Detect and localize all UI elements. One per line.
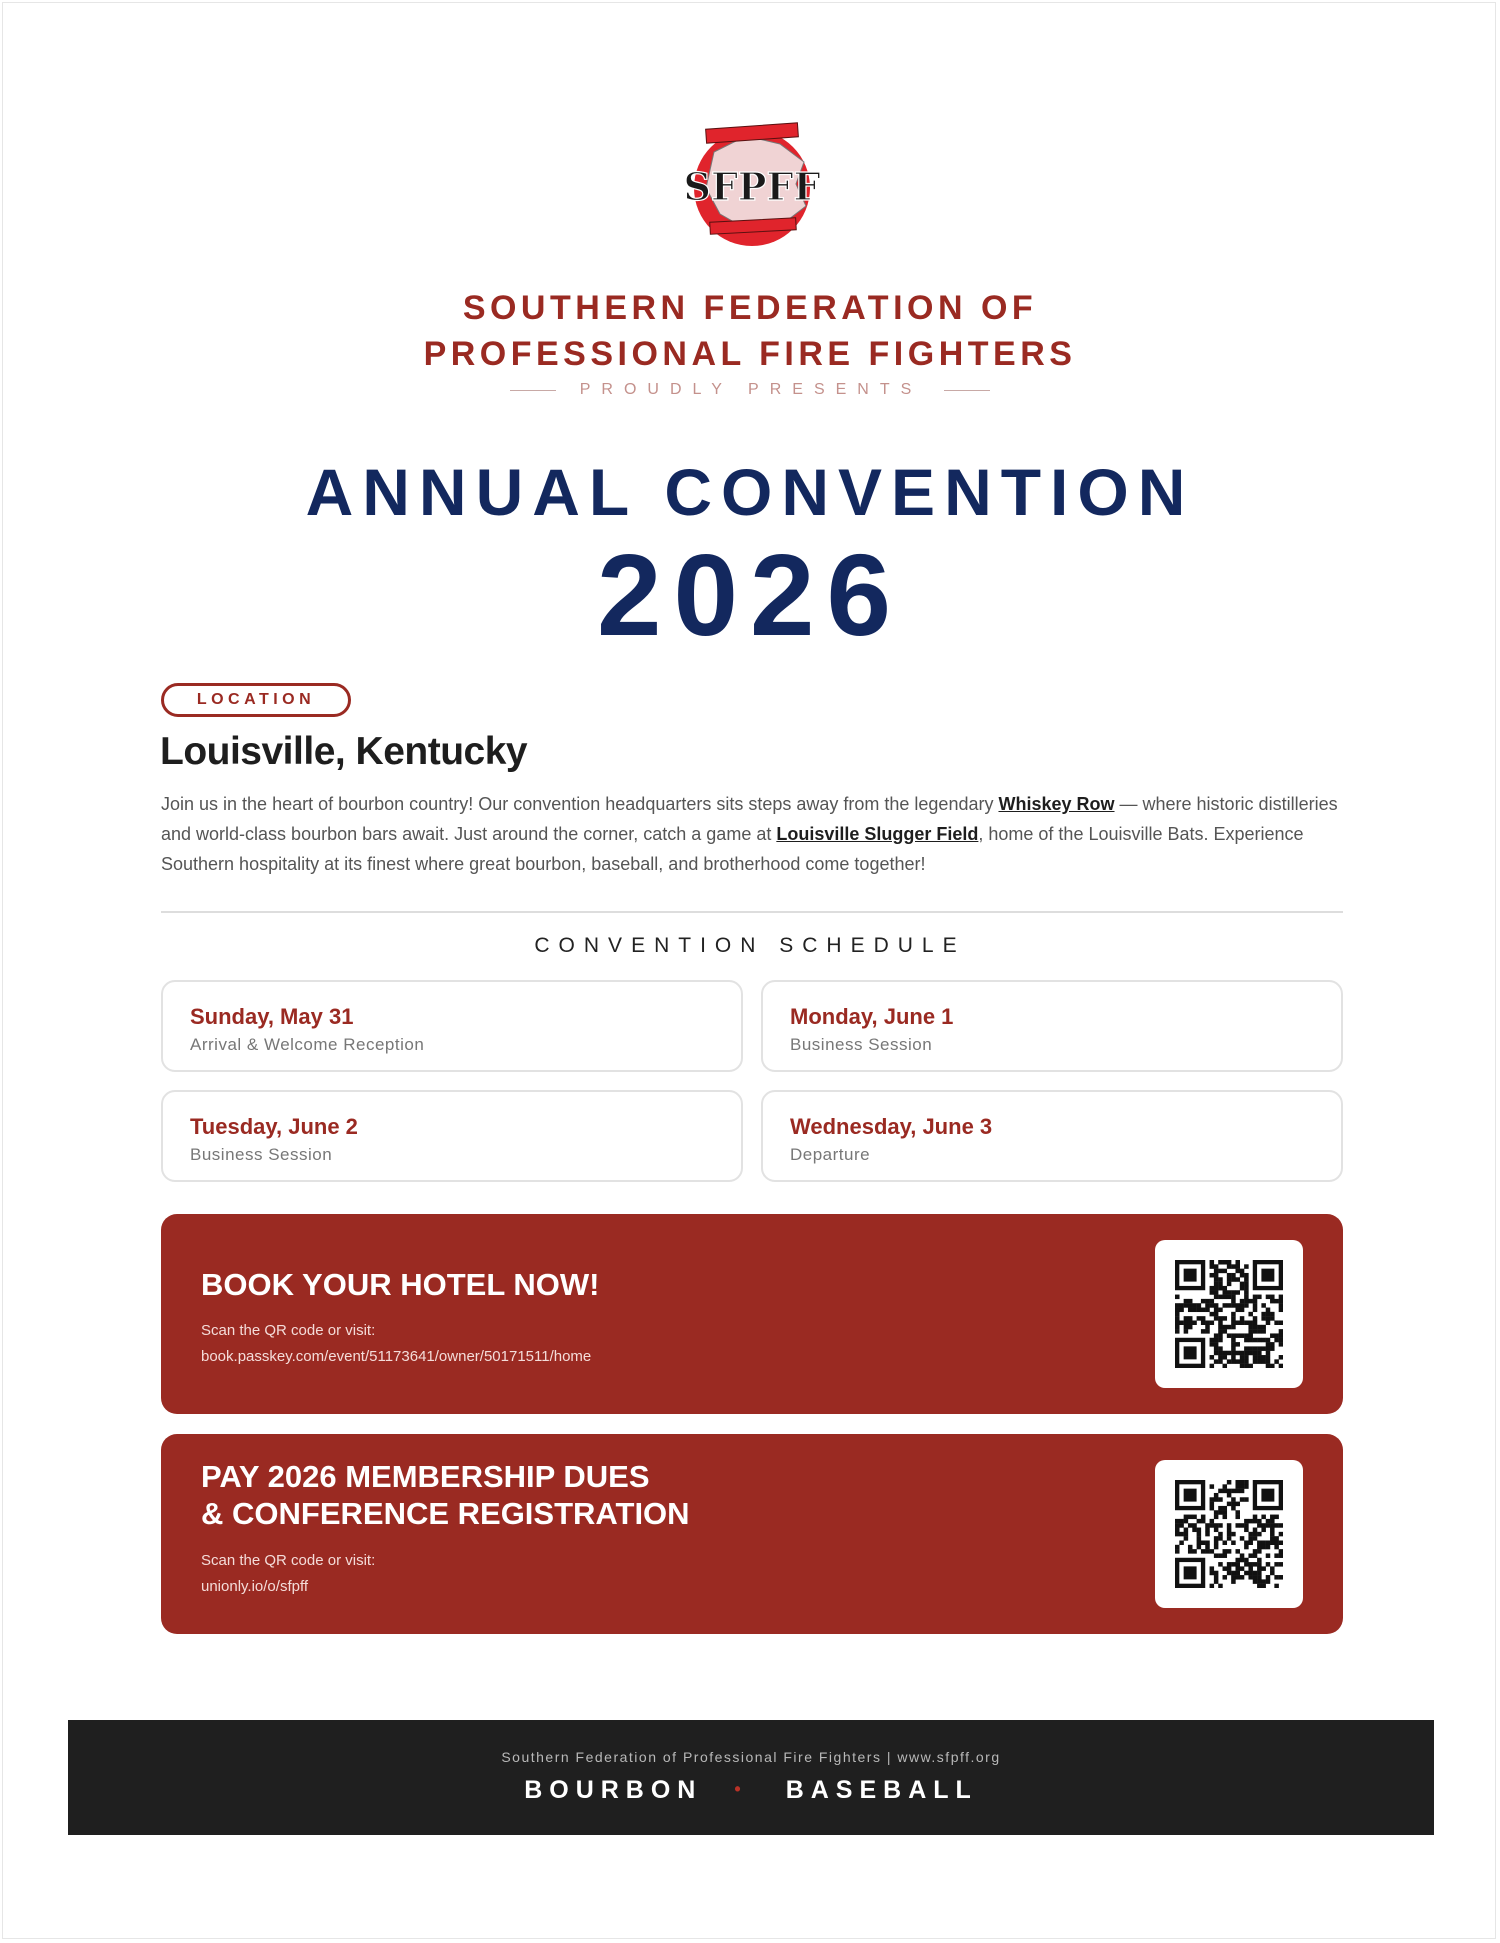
qr-code-icon bbox=[1175, 1260, 1283, 1368]
dues-note: Scan the QR code or visit: bbox=[201, 1552, 376, 1569]
dues-url[interactable]: unionly.io/o/sfpff bbox=[201, 1578, 309, 1595]
tag-bourbon: BOURBON bbox=[524, 1776, 703, 1804]
hotel-heading: BOOK YOUR HOTEL NOW! bbox=[201, 1267, 600, 1302]
schedule-title: CONVENTION SCHEDULE bbox=[534, 934, 966, 957]
location-description bbox=[161, 789, 1351, 879]
sfpff-seal-logo bbox=[676, 114, 828, 254]
hotel-qr-code[interactable] bbox=[1155, 1240, 1303, 1388]
qr-code-icon bbox=[1175, 1480, 1283, 1588]
schedule-desc: Business Session bbox=[790, 1035, 933, 1054]
schedule-day: Monday, June 1 bbox=[790, 1004, 954, 1029]
schedule-day: Wednesday, June 3 bbox=[790, 1114, 993, 1139]
schedule-desc: Departure bbox=[790, 1145, 871, 1164]
schedule-card bbox=[761, 980, 1343, 1072]
slugger-field-link[interactable]: Louisville Slugger Field bbox=[776, 824, 979, 844]
schedule-day: Sunday, May 31 bbox=[190, 1004, 354, 1029]
event-title: ANNUAL CONVENTION bbox=[305, 455, 1195, 529]
presents-text: PROUDLY PRESENTS bbox=[579, 381, 923, 398]
footer bbox=[68, 1720, 1434, 1835]
whiskey-row-link[interactable]: Whiskey Row bbox=[998, 794, 1115, 814]
location-desc-part3: , home of the Louisville Bats. Experience Southern hospitality at its finest where great bourbon, baseball, and brotherhood come together! bbox=[161, 824, 1304, 874]
presents-rule-right bbox=[944, 390, 990, 391]
hotel-url[interactable]: book.passkey.com/event/51173641/owner/50171511/home bbox=[201, 1348, 592, 1365]
tag-baseball: BASEBALL bbox=[785, 1776, 978, 1804]
section-divider bbox=[161, 911, 1343, 913]
dues-cta-panel bbox=[161, 1434, 1343, 1634]
schedule-card bbox=[161, 1090, 743, 1182]
hotel-cta-panel bbox=[161, 1214, 1343, 1414]
logo-text: SFPFF bbox=[683, 164, 821, 209]
location-city: Louisville, Kentucky bbox=[160, 730, 528, 773]
event-year: 2026 bbox=[596, 530, 904, 660]
presents-line bbox=[0, 381, 1500, 399]
schedule-desc: Business Session bbox=[190, 1145, 333, 1164]
location-badge: LOCATION bbox=[161, 683, 351, 717]
hotel-note: Scan the QR code or visit: bbox=[201, 1322, 376, 1339]
tag-separator: • bbox=[734, 1779, 748, 1799]
footer-tagline bbox=[68, 1776, 1434, 1805]
org-title bbox=[0, 285, 1500, 377]
org-title-line2: PROFESSIONAL FIRE FIGHTERS bbox=[423, 335, 1077, 373]
location-desc-part1: Join us in the heart of bourbon country! Our convention headquarters sits steps away from the legendary bbox=[161, 794, 999, 814]
schedule-card bbox=[761, 1090, 1343, 1182]
location-desc-part2: — where historic distilleries and world-class bourbon bars await. Just around the corner, catch a game at bbox=[161, 794, 1338, 844]
dues-heading bbox=[201, 1458, 690, 1532]
org-title-line1: SOUTHERN FEDERATION OF bbox=[462, 289, 1038, 327]
schedule-desc: Arrival & Welcome Reception bbox=[190, 1035, 425, 1054]
dues-qr-code[interactable] bbox=[1155, 1460, 1303, 1608]
schedule-card bbox=[161, 980, 743, 1072]
presents-rule-left bbox=[510, 390, 556, 391]
footer-org: Southern Federation of Professional Fire Fighters | www.sfpff.org bbox=[501, 1749, 1001, 1765]
dues-heading-line1: PAY 2026 MEMBERSHIP DUES bbox=[201, 1459, 650, 1494]
schedule-day: Tuesday, June 2 bbox=[190, 1114, 358, 1139]
dues-heading-line2: & CONFERENCE REGISTRATION bbox=[201, 1496, 690, 1531]
